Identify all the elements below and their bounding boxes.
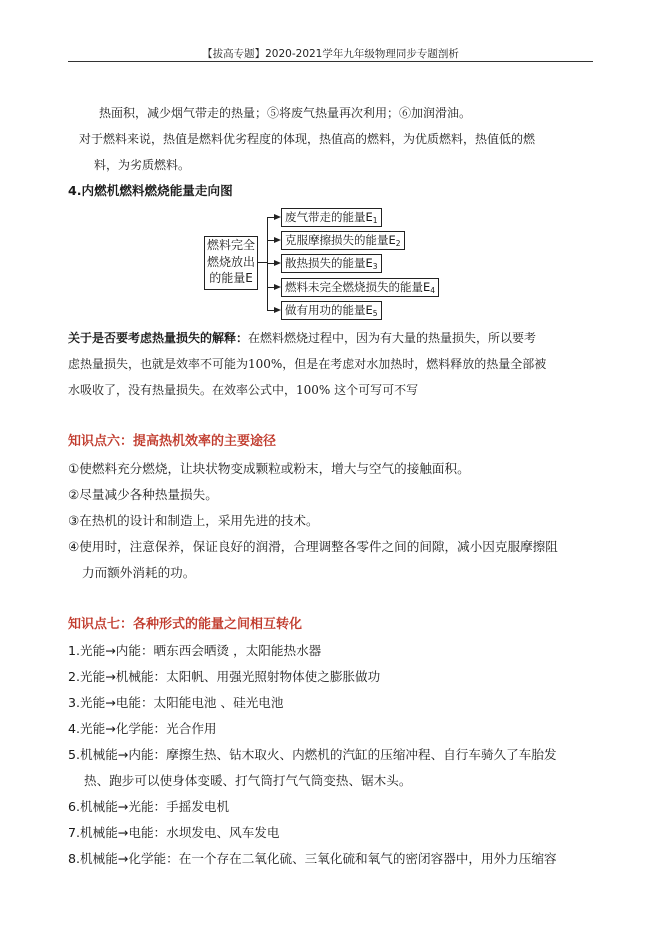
kp7-title: 知识点七：各种形式的能量之间相互转化 (68, 617, 303, 632)
output-label-2: 克服摩擦损失的能量E (285, 233, 396, 247)
output-label-1: 废气带走的能量E (285, 210, 373, 224)
output-box-4 (281, 278, 439, 297)
note-text-1: 在燃料燃烧过程中，因为有大量的热量损失，所以要考 (248, 331, 537, 345)
arrow-1-icon (274, 214, 281, 220)
source-line-1: 燃料完全 (206, 238, 255, 252)
output-label-3: 散热损失的能量E (285, 256, 373, 270)
para1-line2: 对于燃料来说，热值是燃料优劣程度的体现，热值高的燃料，为优质燃料，热值低的燃 (79, 132, 536, 146)
para1-line3: 料，为劣质燃料。 (94, 158, 191, 172)
branch-5 (267, 310, 274, 311)
connector-stem (257, 262, 267, 263)
output-sub-2: 2 (395, 239, 401, 248)
note-line-2: 虑热量损失，也就是效率不可能为100%，但是在考虑对水加热时，燃料释放的热量全部被 (68, 357, 547, 371)
branch-1 (267, 217, 274, 218)
kp6-item-3: ③在热机的设计和制造上，采用先进的技术。 (68, 513, 319, 528)
output-box-5 (281, 301, 382, 320)
kp6-title: 知识点六：提高热机效率的主要途径 (68, 434, 277, 449)
kp7-item-5-cont: 热、跑步可以使身体变暖、打气筒打气气筒变热、锯木头。 (84, 773, 412, 788)
output-label-4: 燃料未完全燃烧损失的能量E (285, 280, 431, 294)
kp7-item-3: 3.光能→电能：太阳能电池 、硅光电池 (68, 695, 284, 710)
note-bold-label: 关于是否要考虑热量损失的解释： (68, 331, 249, 345)
branch-4 (267, 287, 274, 288)
note-line-3: 水吸收了，没有热量损失。在效率公式中，100% 这个可写可不写 (68, 383, 419, 397)
header-rule (68, 61, 593, 62)
output-label-5: 做有用功的能量E (285, 303, 373, 317)
source-line-2: 燃烧放出 (206, 254, 255, 269)
kp7-item-7: 7.机械能→电能：水坝发电、风车发电 (68, 825, 280, 840)
source-line-3: 的能量E (209, 271, 253, 285)
output-box-1 (281, 208, 382, 227)
output-sub-3: 3 (372, 262, 378, 271)
para1-line1: 热面积，减少烟气带走的热量；⑤将废气热量再次利用；⑥加润滑油。 (99, 106, 472, 120)
kp7-item-8: 8.机械能→化学能：在一个存在二氧化硫、三氧化硫和氧气的密闭容器中，用外力压缩容 (68, 851, 557, 866)
arrow-2-icon (274, 237, 281, 243)
kp7-item-2: 2.光能→机械能：太阳帆、用强光照射物体使之膨胀做功 (68, 669, 381, 684)
output-box-3 (281, 254, 382, 273)
kp7-item-1: 1.光能→内能：晒东西会晒烫 ，太阳能热水器 (68, 643, 322, 658)
output-box-2 (281, 231, 405, 250)
note-line-1 (68, 330, 536, 346)
kp6-item-1: ①使燃料充分燃烧，让块状物变成颗粒或粉末，增大与空气的接触面积。 (68, 461, 470, 476)
page-header: 【拔高专题】2020-2021学年九年级物理同步专题剖析 (202, 48, 459, 60)
output-sub-1: 1 (372, 216, 378, 225)
kp7-item-6: 6.机械能→光能：手摇发电机 (68, 799, 230, 814)
output-sub-4: 4 (430, 286, 436, 295)
branch-3 (267, 263, 274, 264)
arrow-5-icon (274, 307, 281, 313)
kp6-item-2: ②尽量减少各种热量损失。 (68, 487, 218, 502)
kp6-item-4: ④使用时，注意保养，保证良好的润滑，合理调整各零件之间的间隙，减小因克服摩擦阻 (68, 539, 558, 554)
branch-2 (267, 240, 274, 241)
output-sub-5: 5 (372, 309, 378, 318)
kp7-item-4: 4.光能→化学能：光合作用 (68, 721, 217, 736)
source-box (204, 236, 258, 290)
arrow-4-icon (274, 284, 281, 290)
kp6-item-4-cont: 力而额外消耗的功。 (82, 565, 196, 580)
section4-heading: 4.内燃机燃料燃烧能量走向图 (68, 183, 233, 198)
kp7-item-5: 5.机械能→内能：摩擦生热、钻木取火、内燃机的汽缸的压缩冲程、自行车骑久了车胎发 (68, 747, 557, 762)
arrow-3-icon (274, 260, 281, 266)
